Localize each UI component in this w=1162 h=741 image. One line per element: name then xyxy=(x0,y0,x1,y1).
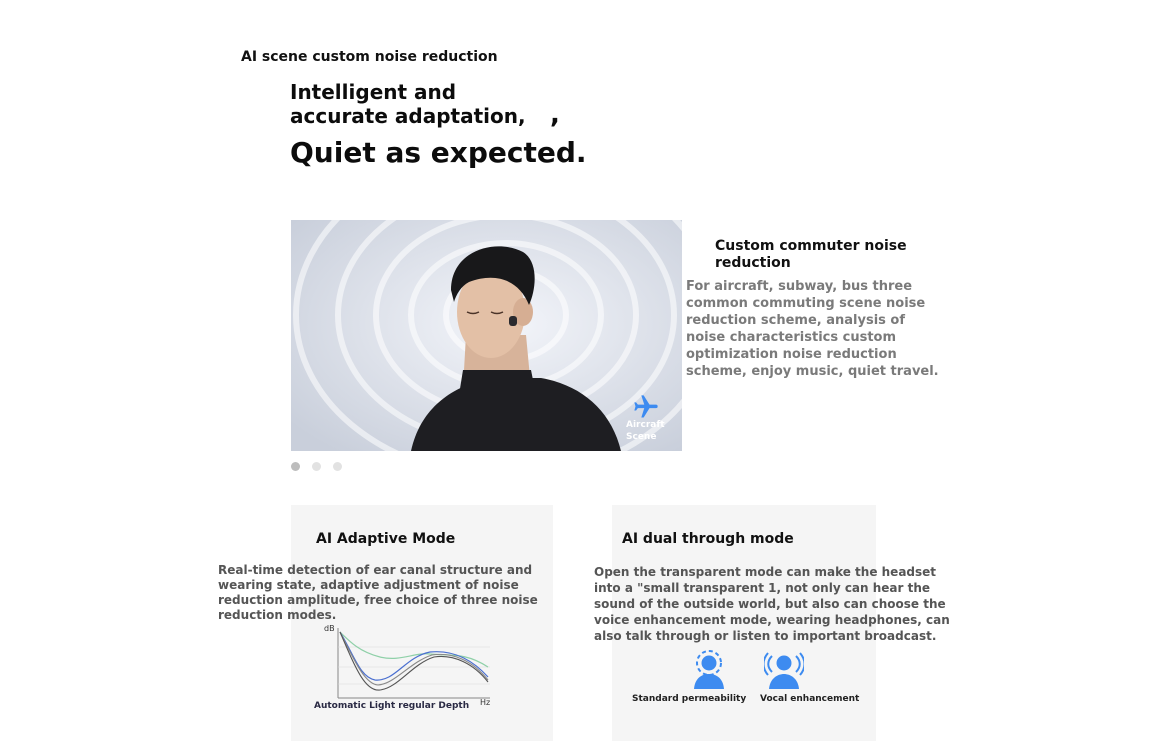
carousel-dot-2[interactable] xyxy=(312,462,321,471)
commute-description: For aircraft, subway, bus three common commuting scene noise reduction scheme, analysis of noise characteristics custom optimization noise reduction scheme, enjoy music, quiet travel. xyxy=(686,279,939,379)
adaptive-mode-description: Real-time detection of ear canal structure and wearing state, adaptive adjustment of noise reduction amplitude, free choice of three noise reduction modes. xyxy=(218,563,538,622)
vocal-enhancement-label: Vocal enhancement xyxy=(760,694,860,704)
man-with-earbuds-illustration xyxy=(291,220,682,451)
graph-y-label: dB xyxy=(324,624,335,633)
hero-subheadline: Quiet as expected. xyxy=(290,136,587,169)
hero-headline: Intelligent and accurate adaptation, xyxy=(290,80,526,128)
carousel-slide-image xyxy=(291,220,682,451)
dual-through-description: Open the transparent mode can make the headset into a "small transparent 1, not only can hear the sound of the outside world, but also can choose the voice enhancement mode, wearing headphones, can also talk through or listen to important broadcast. xyxy=(594,565,950,643)
person-ring-icon xyxy=(689,649,729,689)
carousel-dot-1[interactable] xyxy=(291,462,300,471)
adaptive-mode-title: AI Adaptive Mode xyxy=(316,531,456,547)
section-title: AI scene custom noise reduction xyxy=(241,49,498,65)
hero-comma: , xyxy=(550,100,560,130)
dual-through-title: AI dual through mode xyxy=(622,531,794,547)
carousel-dot-3[interactable] xyxy=(333,462,342,471)
standard-permeability-label: Standard permeability xyxy=(632,694,747,704)
commute-title: Custom commuter noise reduction xyxy=(715,238,907,271)
person-waves-icon xyxy=(764,651,804,691)
scene-label: Aircraft Scene xyxy=(626,420,665,442)
noise-reduction-graph xyxy=(320,622,500,712)
graph-x-label: Hz xyxy=(480,698,491,707)
airplane-icon xyxy=(632,393,660,421)
carousel-pagination xyxy=(291,462,342,471)
graph-caption: Automatic Light regular Depth xyxy=(314,701,470,711)
